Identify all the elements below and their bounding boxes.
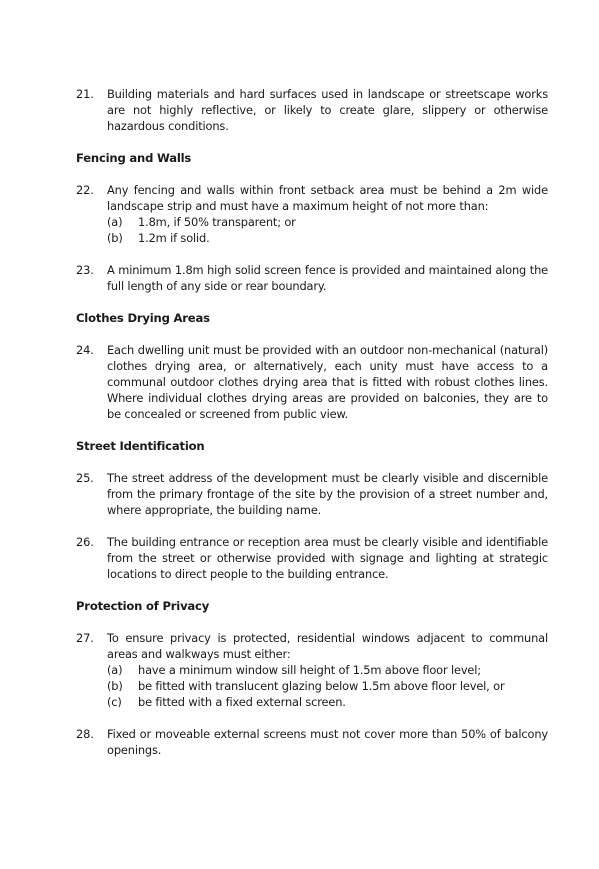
- subitem-letter: (c): [107, 695, 122, 709]
- clause-subitem: [107, 694, 548, 710]
- subitem-text: be fitted with translucent glazing below 1.5m above floor level, or: [138, 679, 505, 693]
- document-page: [76, 86, 548, 774]
- subitem-text: 1.2m if solid.: [138, 231, 210, 245]
- clause-subitem: [107, 230, 548, 246]
- section-heading: Street Identification: [76, 439, 205, 453]
- numbered-clause: [76, 86, 548, 134]
- clause-body: [107, 534, 548, 582]
- subitem-letter: (b): [107, 231, 123, 245]
- clause-number: 21.: [76, 87, 94, 101]
- clause-body: [107, 262, 548, 294]
- subitem-text: be fitted with a fixed external screen.: [138, 695, 346, 709]
- numbered-clause: [76, 262, 548, 294]
- clause-body: [107, 86, 548, 134]
- clause-subitem: [107, 678, 548, 694]
- section-heading: Clothes Drying Areas: [76, 311, 210, 325]
- clause-body: [107, 726, 548, 758]
- numbered-clause: [76, 726, 548, 758]
- clause-number: 26.: [76, 535, 94, 549]
- clause-subitem: [107, 214, 548, 230]
- clause-text: The building entrance or reception area must be clearly visible and identifiable from the street or otherwise provided with signage and lighting at strategic locations to direct people to the building entrance.: [107, 535, 548, 581]
- numbered-clause: [76, 534, 548, 582]
- clause-number: 27.: [76, 631, 94, 645]
- clause-text: Each dwelling unit must be provided with an outdoor non-mechanical (natural) clothes drying area, or alternatively, each unity must have access to a communal outdoor clothes drying area that is fitted with robust clothes lines. Where individual clothes drying areas are provided on balconies, they are to be concealed or screened from public view.: [107, 343, 548, 421]
- section-heading: Fencing and Walls: [76, 151, 192, 165]
- section-heading: Protection of Privacy: [76, 599, 210, 613]
- clause-text: Fixed or moveable external screens must not cover more than 50% of balcony openings.: [107, 727, 548, 757]
- clause-number: 25.: [76, 471, 94, 485]
- clause-text: The street address of the development must be clearly visible and discernible from the primary frontage of the site by the provision of a street number and, where appropriate, the building name.: [107, 471, 548, 517]
- subitem-letter: (a): [107, 215, 123, 229]
- clause-text: Building materials and hard surfaces used in landscape or streetscape works are not highly reflective, or likely to create glare, slippery or otherwise hazardous conditions.: [107, 87, 548, 133]
- numbered-clause: [76, 342, 548, 422]
- clause-body: [107, 630, 548, 710]
- subitem-letter: (a): [107, 663, 123, 677]
- clause-text: A minimum 1.8m high solid screen fence is provided and maintained along the full length of any side or rear boundary.: [107, 263, 548, 293]
- numbered-clause: [76, 182, 548, 246]
- clause-number: 24.: [76, 343, 94, 357]
- clause-body: [107, 342, 548, 422]
- numbered-clause: [76, 470, 548, 518]
- subitem-text: 1.8m, if 50% transparent; or: [138, 215, 296, 229]
- clause-text: Any fencing and walls within front setback area must be behind a 2m wide landscape strip and must have a maximum height of not more than:: [107, 183, 548, 213]
- subitem-text: have a minimum window sill height of 1.5m above floor level;: [138, 663, 481, 677]
- clause-number: 23.: [76, 263, 94, 277]
- clause-number: 22.: [76, 183, 94, 197]
- clause-body: [107, 182, 548, 246]
- clause-text: To ensure privacy is protected, residential windows adjacent to communal areas and walkways must either:: [107, 631, 548, 661]
- clause-number: 28.: [76, 727, 94, 741]
- numbered-clause: [76, 630, 548, 710]
- clause-subitem: [107, 662, 548, 678]
- subitem-letter: (b): [107, 679, 123, 693]
- clause-body: [107, 470, 548, 518]
